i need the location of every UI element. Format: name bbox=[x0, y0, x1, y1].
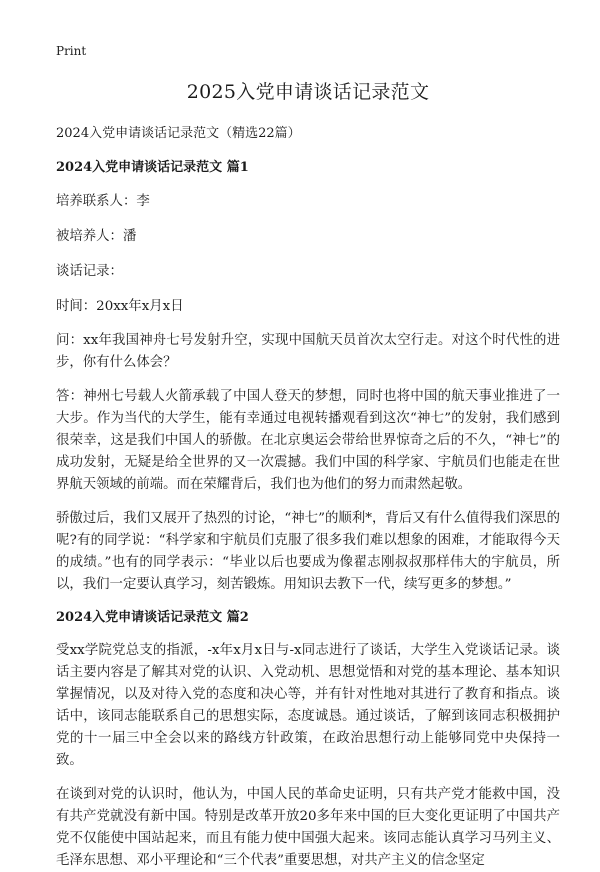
document-title: 2025入党申请谈话记录范文 bbox=[186, 81, 430, 103]
print-label[interactable]: Print bbox=[56, 44, 87, 58]
trainee: 被培养人：潘 bbox=[56, 229, 137, 244]
question-paragraph: 问：xx年我国神舟七号发射升空，实现中国航天员首次太空行走。对这个时代性的进步，你有什么体会？ bbox=[56, 333, 560, 370]
section-2-heading: 2024入党申请谈话记录范文 篇2 bbox=[56, 610, 249, 625]
record-label: 谈话记录： bbox=[56, 264, 123, 279]
section-2-paragraph-1: 受xx学院党总支的指派，-x年x月x日与-x同志进行了谈话，大学生入党谈话记录。谈话主要内容是了解其对党的认识、入党动机、思想觉悟和对党的基本理论、基本知识掌握情况，以及对待入党的态度和决心等，并有针对性地对其进行了教育和指点。谈话中，该同志能联系自己的思想实际，态度诚恳。通过谈话，了解到该同志积极拥护党的十一届三中全会以来的路线方针政策，在政治思想行动上能够同党中央保持一致。 bbox=[56, 643, 560, 768]
section-1-heading: 2024入党申请谈话记录范文 篇1 bbox=[56, 160, 249, 175]
section-2-paragraph-2: 在谈到对党的认识时，他认为，中国人民的革命史证明，只有共产党才能救中国，没有共产党就没有新中国。特别是改革开放20多年来中国的巨大变化更证明了中国共产党不仅能使中国站起来，而且有能力使中国强大起来。该同志能认真学习马列主义、毛泽东思想、邓小平理论和“三个代表”重要思想，对共产主义的信念坚定 bbox=[56, 787, 560, 868]
discussion-paragraph: 骄傲过后，我们又展开了热烈的讨论，“神七”的顺利*，背后又有什么值得我们深思的呢?有的同学说：“科学家和宇航员们克服了很多我们难以想象的困难，才能取得今天的成绩。”也有的同学表示：“毕业以后也要成为像翟志刚叔叔那样伟大的宇航员，所以，我们一定要认真学习，刻苦锻炼。用知识去教下一代，续写更多的梦想。” bbox=[56, 511, 560, 592]
record-time: 时间：20xx年x月x日 bbox=[56, 299, 184, 314]
answer-paragraph: 答：神州七号载人火箭承载了中国人登天的梦想，同时也将中国的航天事业推进了一大步。作为当代的大学生，能有幸通过电视转播观看到这次“神七”的发射，我们感到很荣幸，这是我们中国人的骄傲。在北京奥运会带给世界惊奇之后的不久，“神七”的成功发射，无疑是给全世界的又一次震撼。我们中国的科学家、宇航员们也能走在世界航天领域的前端。而在荣耀背后，我们也为他们的努力而肃然起敬。 bbox=[56, 389, 560, 492]
document-subtitle: 2024入党申请谈话记录范文（精选22篇） bbox=[56, 126, 301, 141]
contact-person: 培养联系人：李 bbox=[56, 194, 150, 209]
